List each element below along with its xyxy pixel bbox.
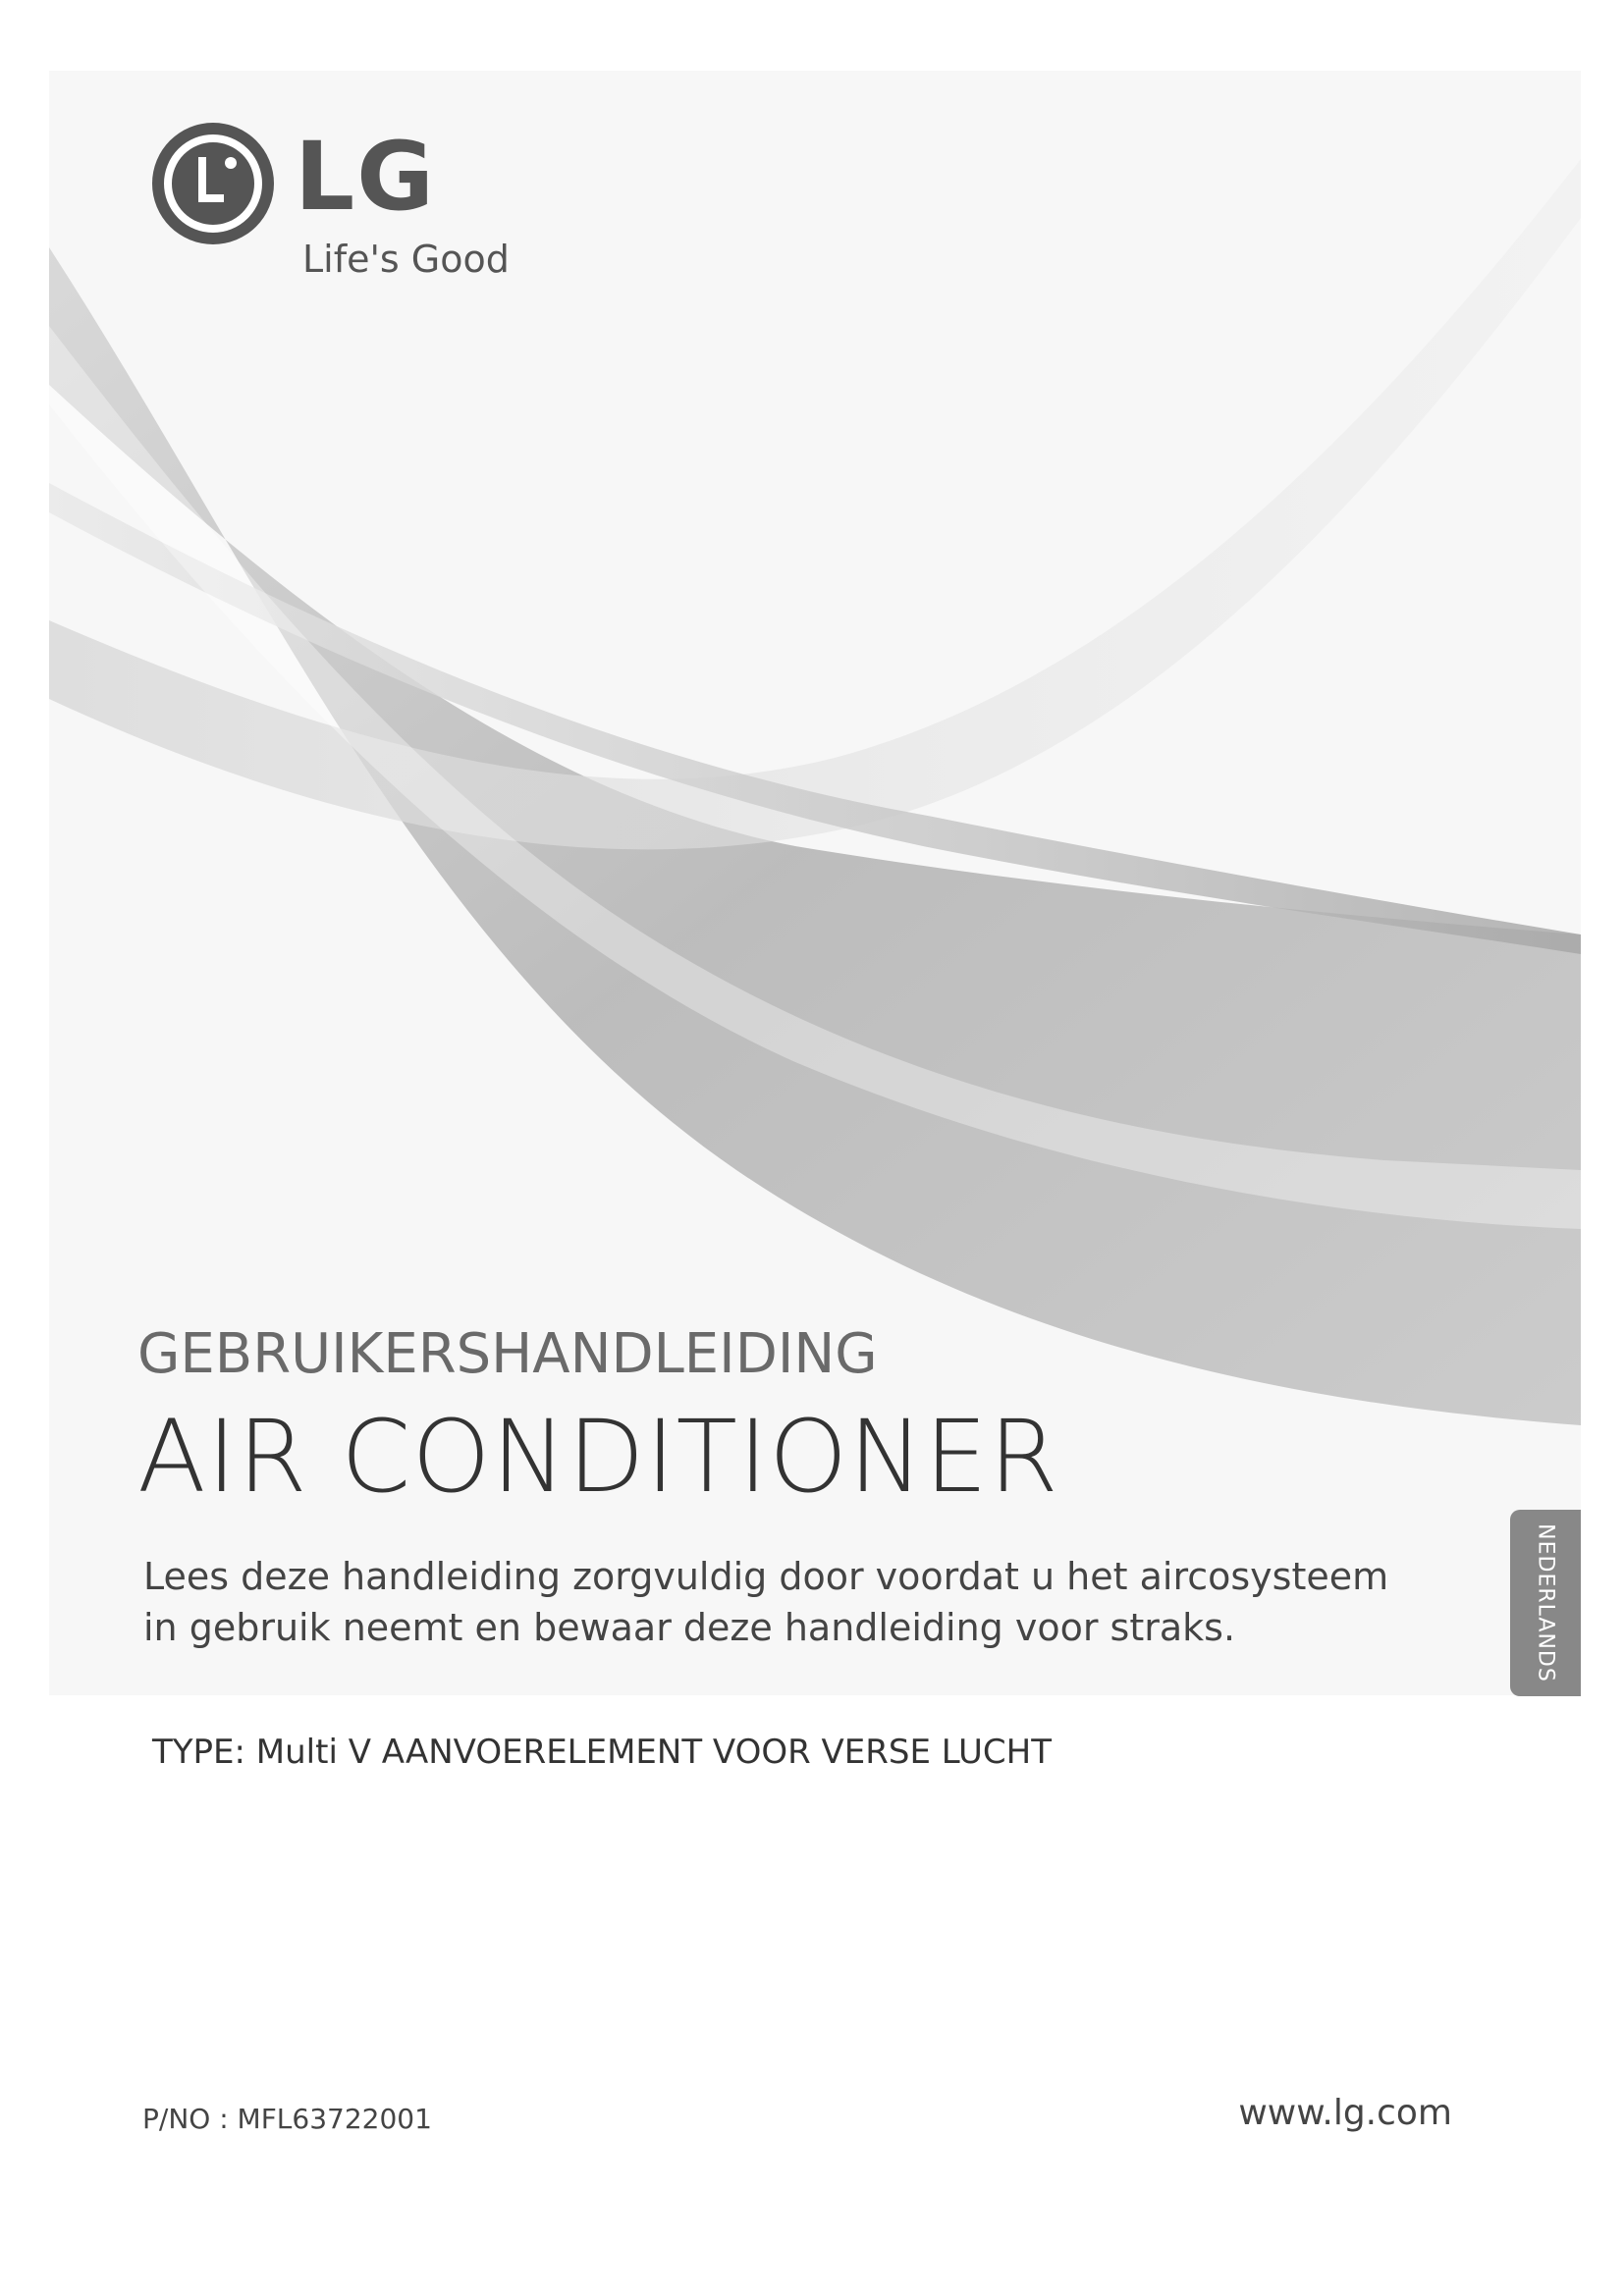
product-type: TYPE: Multi V AANVOERELEMENT VOOR VERSE LUCHT bbox=[152, 1733, 1052, 1772]
cover-note-line: Lees deze handleiding zorgvuldig door voordat u het aircosysteem bbox=[143, 1555, 1389, 1598]
document-kind: GEBRUIKERSHANDLEIDING bbox=[137, 1322, 878, 1386]
lg-face-logo-icon bbox=[149, 120, 277, 247]
language-tab bbox=[1510, 1510, 1581, 1696]
brand-name: LG bbox=[295, 122, 436, 232]
website-url: www.lg.com bbox=[1238, 2093, 1452, 2133]
document-title: AIR CONDITIONER bbox=[137, 1399, 1059, 1516]
cover-note bbox=[143, 1551, 1449, 1653]
brand-logo bbox=[149, 120, 522, 287]
part-number: P/NO : MFL63722001 bbox=[142, 2103, 432, 2135]
language-tab-label: NEDERLANDS bbox=[1533, 1523, 1558, 1682]
brand-tagline: Life's Good bbox=[302, 238, 510, 281]
wave-band-main bbox=[49, 247, 1581, 1425]
cover-note-line: in gebruik neemt en bewaar deze handleiding voor straks. bbox=[143, 1606, 1236, 1649]
